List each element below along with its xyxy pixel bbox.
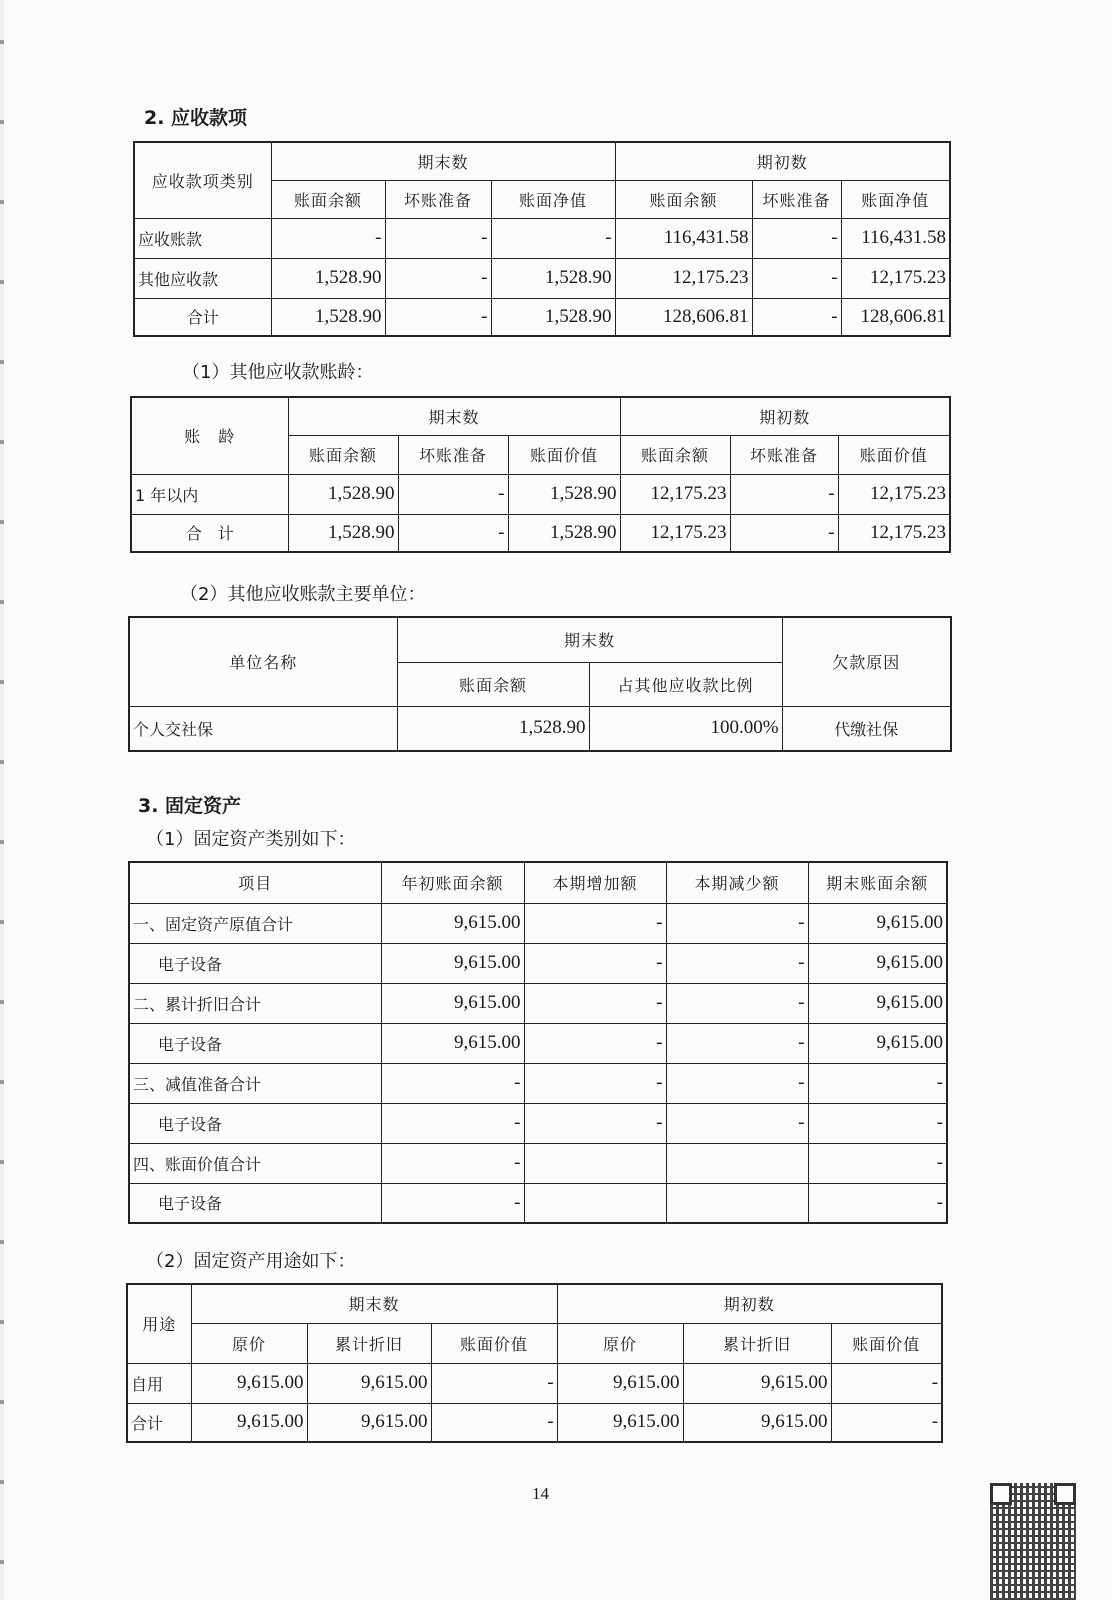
col-header: 账面价值 bbox=[831, 1323, 942, 1363]
page-number: 14 bbox=[532, 1484, 549, 1503]
cell: - bbox=[752, 218, 841, 258]
col-header: 坏账准备 bbox=[385, 180, 491, 218]
col-header: 账面价值 bbox=[508, 435, 620, 474]
cell bbox=[524, 1183, 666, 1223]
row-label: 自用 bbox=[127, 1363, 191, 1403]
cell: 128,606.81 bbox=[841, 298, 950, 336]
row-header: 应收款项类别 bbox=[134, 142, 271, 218]
cell: 9,615.00 bbox=[557, 1403, 683, 1442]
cell: - bbox=[381, 1183, 524, 1223]
scan-edge bbox=[0, 0, 4, 1600]
row-label: 一、固定资产原值合计 bbox=[129, 903, 381, 943]
receivables-table bbox=[133, 141, 951, 337]
cell: 9,615.00 bbox=[683, 1363, 831, 1403]
row-label: 电子设备 bbox=[129, 1023, 381, 1063]
cell: 1,528.90 bbox=[271, 298, 385, 336]
group-header-end: 期末数 bbox=[288, 397, 620, 435]
cell: 1,528.90 bbox=[491, 258, 615, 298]
cell: - bbox=[385, 258, 491, 298]
cell: - bbox=[666, 1023, 808, 1063]
cell: 9,615.00 bbox=[808, 983, 947, 1023]
cell: - bbox=[524, 903, 666, 943]
major-debtors-title: （2）其他应收账款主要单位： bbox=[180, 584, 426, 605]
table-row bbox=[129, 1063, 947, 1103]
table-row bbox=[129, 943, 947, 983]
col-header: 项目 bbox=[129, 862, 381, 903]
cell: 12,175.23 bbox=[620, 474, 730, 514]
cell bbox=[666, 1183, 808, 1223]
table-row bbox=[129, 1183, 947, 1223]
cell: 9,615.00 bbox=[683, 1403, 831, 1442]
table-row bbox=[129, 983, 947, 1023]
row-header: 用途 bbox=[127, 1284, 191, 1363]
table-row bbox=[129, 903, 947, 943]
cell: - bbox=[666, 983, 808, 1023]
row-label: 合计 bbox=[127, 1403, 191, 1442]
group-header-begin: 期初数 bbox=[620, 397, 950, 435]
row-label: 电子设备 bbox=[129, 1183, 381, 1223]
cell: - bbox=[524, 1023, 666, 1063]
row-label: 应收账款 bbox=[134, 218, 271, 258]
col-header: 账面余额 bbox=[620, 435, 730, 474]
table-row bbox=[129, 1023, 947, 1063]
unit-name: 个人交社保 bbox=[129, 706, 397, 751]
col-header: 账面净值 bbox=[841, 180, 950, 218]
table-row bbox=[131, 474, 950, 514]
cell: - bbox=[752, 298, 841, 336]
cell: 12,175.23 bbox=[841, 258, 950, 298]
cell: - bbox=[666, 943, 808, 983]
row-label: 1 年以内 bbox=[131, 474, 288, 514]
cell: 12,175.23 bbox=[620, 514, 730, 552]
col-header: 坏账准备 bbox=[398, 435, 508, 474]
col-header: 坏账准备 bbox=[752, 180, 841, 218]
qr-code-icon bbox=[990, 1483, 1076, 1600]
col-header: 账面价值 bbox=[431, 1323, 557, 1363]
col-header: 原价 bbox=[557, 1323, 683, 1363]
row-label: 电子设备 bbox=[129, 943, 381, 983]
col-header: 账面余额 bbox=[271, 180, 385, 218]
cell: - bbox=[431, 1403, 557, 1442]
table-row bbox=[134, 258, 950, 298]
major-debtors-table bbox=[128, 616, 952, 752]
table-row bbox=[127, 1363, 942, 1403]
cell: - bbox=[385, 298, 491, 336]
col-header: 本期减少额 bbox=[666, 862, 808, 903]
col-header: 累计折旧 bbox=[307, 1323, 431, 1363]
cell: - bbox=[808, 1143, 947, 1183]
cell: 9,615.00 bbox=[307, 1363, 431, 1403]
fixed-asset-usage-table bbox=[126, 1283, 943, 1443]
cell: - bbox=[524, 1103, 666, 1143]
group-header-end: 期末数 bbox=[397, 617, 782, 662]
fixed-asset-category-table bbox=[128, 861, 948, 1224]
category-title: （1）固定资产类别如下： bbox=[146, 829, 356, 850]
table-row bbox=[129, 706, 951, 751]
cell: - bbox=[730, 514, 838, 552]
col-header: 账面余额 bbox=[288, 435, 398, 474]
table-row-total bbox=[127, 1403, 942, 1442]
section-3-title: 3. 固定资产 bbox=[138, 795, 242, 817]
cell: - bbox=[831, 1363, 942, 1403]
usage-title: （2）固定资产用途如下： bbox=[146, 1251, 356, 1272]
cell: - bbox=[385, 218, 491, 258]
cell: - bbox=[730, 474, 838, 514]
row-label: 合 计 bbox=[131, 514, 288, 552]
group-header-end: 期末数 bbox=[191, 1284, 557, 1323]
row-label: 二、累计折旧合计 bbox=[129, 983, 381, 1023]
col-header: 原价 bbox=[191, 1323, 307, 1363]
cell: 1,528.90 bbox=[288, 514, 398, 552]
cell: 12,175.23 bbox=[615, 258, 752, 298]
cell: 128,606.81 bbox=[615, 298, 752, 336]
cell: - bbox=[524, 983, 666, 1023]
col-unit-name: 单位名称 bbox=[129, 617, 397, 706]
cell: 9,615.00 bbox=[381, 903, 524, 943]
cell: - bbox=[666, 1063, 808, 1103]
col-header: 本期增加额 bbox=[524, 862, 666, 903]
cell: 9,615.00 bbox=[808, 1023, 947, 1063]
col-header: 账面余额 bbox=[615, 180, 752, 218]
cell: - bbox=[431, 1363, 557, 1403]
aging-title: （1）其他应收款账龄： bbox=[182, 362, 374, 383]
table-row bbox=[134, 218, 950, 258]
col-header: 期末账面余额 bbox=[808, 862, 947, 903]
cell: 1,528.90 bbox=[491, 298, 615, 336]
row-label: 合计 bbox=[134, 298, 271, 336]
col-ratio: 占其他应收款比例 bbox=[589, 662, 782, 706]
table-row-total bbox=[134, 298, 950, 336]
cell: - bbox=[666, 903, 808, 943]
aging-table bbox=[130, 396, 951, 553]
cell: 9,615.00 bbox=[191, 1363, 307, 1403]
row-header: 账 龄 bbox=[131, 397, 288, 474]
group-header-begin: 期初数 bbox=[615, 142, 950, 180]
cell: - bbox=[666, 1103, 808, 1143]
group-header-end: 期末数 bbox=[271, 142, 615, 180]
cell: 9,615.00 bbox=[191, 1403, 307, 1442]
cell: 9,615.00 bbox=[381, 983, 524, 1023]
row-label: 三、减值准备合计 bbox=[129, 1063, 381, 1103]
section-2-title: 2. 应收款项 bbox=[144, 107, 248, 129]
row-label: 电子设备 bbox=[129, 1103, 381, 1143]
table-row bbox=[129, 1143, 947, 1183]
cell: 12,175.23 bbox=[838, 474, 950, 514]
cell: - bbox=[808, 1063, 947, 1103]
col-header: 累计折旧 bbox=[683, 1323, 831, 1363]
cell: - bbox=[381, 1143, 524, 1183]
cell bbox=[666, 1143, 808, 1183]
cell: - bbox=[381, 1103, 524, 1143]
cell: - bbox=[831, 1403, 942, 1442]
table-row-total bbox=[131, 514, 950, 552]
cell: - bbox=[524, 943, 666, 983]
cell: - bbox=[398, 474, 508, 514]
cell: - bbox=[398, 514, 508, 552]
cell: 9,615.00 bbox=[808, 903, 947, 943]
ratio: 100.00% bbox=[589, 706, 782, 751]
cell: - bbox=[752, 258, 841, 298]
row-label: 其他应收款 bbox=[134, 258, 271, 298]
col-header: 账面净值 bbox=[491, 180, 615, 218]
col-header: 年初账面余额 bbox=[381, 862, 524, 903]
cell: 1,528.90 bbox=[508, 474, 620, 514]
cell: - bbox=[808, 1183, 947, 1223]
cell: 9,615.00 bbox=[557, 1363, 683, 1403]
balance: 1,528.90 bbox=[397, 706, 589, 751]
cell: 116,431.58 bbox=[841, 218, 950, 258]
cell: 116,431.58 bbox=[615, 218, 752, 258]
cell: 9,615.00 bbox=[808, 943, 947, 983]
cell: 9,615.00 bbox=[307, 1403, 431, 1442]
cell: 1,528.90 bbox=[508, 514, 620, 552]
cell: - bbox=[524, 1063, 666, 1103]
cell: 9,615.00 bbox=[381, 943, 524, 983]
reason: 代缴社保 bbox=[782, 706, 951, 751]
cell: - bbox=[491, 218, 615, 258]
row-label: 四、账面价值合计 bbox=[129, 1143, 381, 1183]
col-header: 账面价值 bbox=[838, 435, 950, 474]
cell: - bbox=[381, 1063, 524, 1103]
cell: - bbox=[271, 218, 385, 258]
col-header: 坏账准备 bbox=[730, 435, 838, 474]
cell: 1,528.90 bbox=[271, 258, 385, 298]
group-header-begin: 期初数 bbox=[557, 1284, 942, 1323]
cell: - bbox=[808, 1103, 947, 1143]
cell: 9,615.00 bbox=[381, 1023, 524, 1063]
cell bbox=[524, 1143, 666, 1183]
col-balance: 账面余额 bbox=[397, 662, 589, 706]
table-row bbox=[129, 1103, 947, 1143]
cell: 12,175.23 bbox=[838, 514, 950, 552]
cell: 1,528.90 bbox=[288, 474, 398, 514]
col-reason: 欠款原因 bbox=[782, 617, 951, 706]
